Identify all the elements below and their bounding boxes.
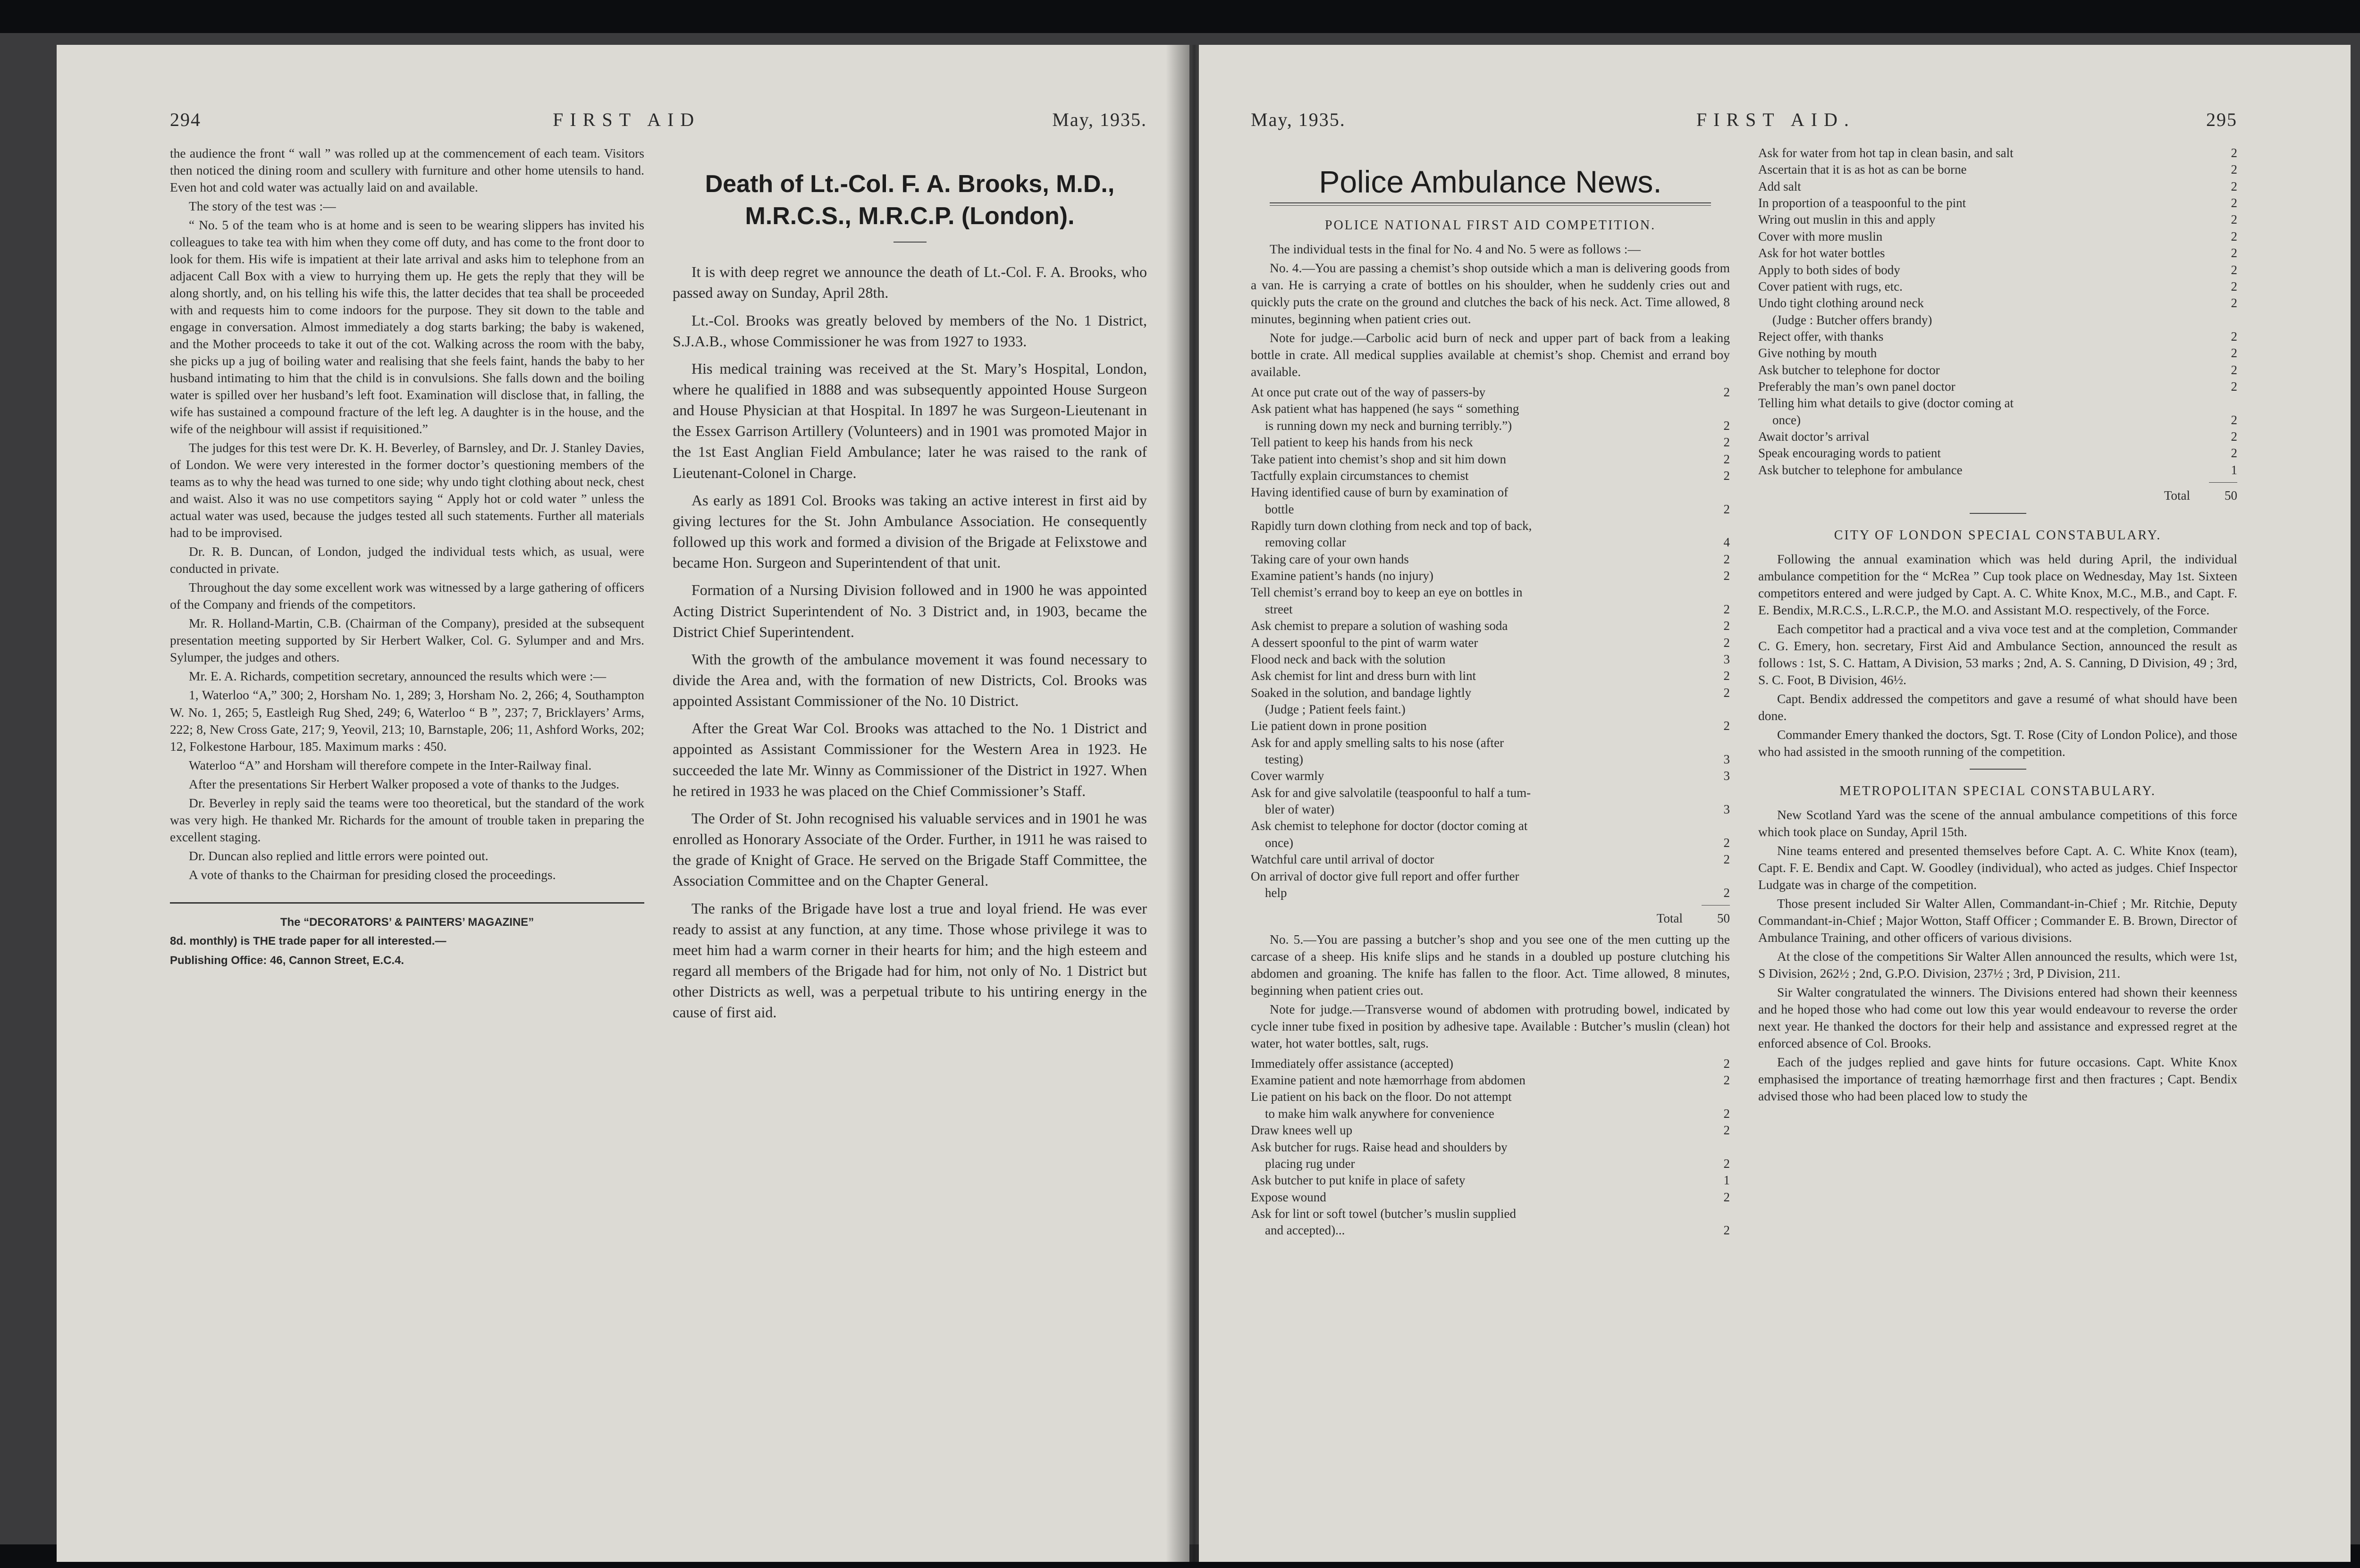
- marks-row: [1251, 718, 1730, 734]
- marks-item-text: is running down my neck and burning terribly.”): [1265, 418, 1512, 433]
- marks-row: [1251, 868, 1730, 885]
- ad-line: The “DECORATORS’ & PAINTERS’ MAGAZINE”: [280, 915, 534, 929]
- marks-item-text: Give nothing by mouth: [1758, 346, 1877, 361]
- marks-row: [1758, 462, 2237, 478]
- marks-item-text: Watchful care until arrival of doctor: [1251, 852, 1434, 867]
- subheading: CITY OF LONDON SPECIAL CONSTABULARY.: [1834, 528, 2162, 543]
- marks-row: [1251, 1089, 1730, 1105]
- paragraph: Formation of a Nursing Division followed and in 1900 he was appointed Acting District Superintendent of No. 3 District and, in 1903, became the District Chief Superintendent.: [673, 581, 1147, 640]
- marks-row: [1758, 428, 2237, 445]
- marks-item-text: In proportion of a teaspoonful to the pint: [1758, 196, 1966, 210]
- marks-item-text: Ask for and apply smelling salts to his nose (after: [1251, 735, 1504, 750]
- marks-item-value: 2: [1723, 852, 1730, 867]
- marks-row: [1251, 1056, 1730, 1072]
- marks-row: [1251, 1139, 1730, 1156]
- total-block: [1758, 482, 2237, 504]
- paragraph: Those present included Sir Walter Allen, Commandant-in-Chief ; Mr. Ritchie, Deputy Commandant-in-Chief ; Major Wotton, Staff Officer ; Commander E. B. Brown, Director of Ambulance Training, and other officers of various divisions.: [1758, 896, 2237, 945]
- marks-item-value: 2: [2231, 229, 2237, 243]
- marks-item-text: Ask chemist to prepare a solution of washing soda: [1251, 619, 1508, 633]
- marks-row: [1251, 384, 1730, 401]
- marks-item-text: Soaked in the solution, and bandage lightly: [1251, 685, 1472, 700]
- marks-item-value: 2: [1723, 1156, 1730, 1171]
- marks-item-text: Lie patient down in prone position: [1251, 719, 1427, 733]
- marks-item-value: 2: [1723, 452, 1730, 466]
- paragraph: Dr. Duncan also replied and little errors were pointed out.: [189, 848, 489, 863]
- marks-row: [1251, 785, 1730, 801]
- paragraph: Nine teams entered and presented themselves before Capt. A. C. White Knox (team), Capt. F. E. Bendix and Capt. W. Goodley (individual), who acted as judges. Chief Inspector Ludgate was in charge of the competition.: [1758, 843, 2237, 892]
- marks-row: [1251, 768, 1730, 784]
- marks-item-text: Speak encouraging words to patient: [1758, 446, 1941, 461]
- marks-item-value: 2: [1723, 685, 1730, 700]
- ad-line: 8d. monthly) is THE trade paper for all interested.—: [170, 935, 447, 948]
- marks-row: [1251, 501, 1730, 518]
- marks-list-test-4: [1251, 384, 1730, 901]
- marks-item-value: 2: [2231, 262, 2237, 277]
- marks-row: [1758, 312, 2237, 328]
- subheading: METROPOLITAN SPECIAL CONSTABULARY.: [1839, 783, 2156, 798]
- marks-row: [1758, 445, 2237, 461]
- marks-row: [1251, 584, 1730, 601]
- marks-item-value: 2: [2231, 346, 2237, 361]
- marks-item-value: 1: [1723, 1173, 1730, 1188]
- right-column-1: [1251, 145, 1730, 1243]
- total-value: 50: [2225, 488, 2237, 503]
- paragraph: Waterloo “A” and Horsham will therefore compete in the Inter-Railway final.: [189, 757, 592, 772]
- marks-item-value: 2: [1723, 669, 1730, 683]
- marks-item-value: 2: [1723, 1056, 1730, 1071]
- marks-item-value: 2: [2231, 279, 2237, 293]
- left-issue-date: May, 1935.: [1052, 109, 1147, 130]
- marks-item-value: 1: [2231, 462, 2237, 477]
- paragraph: Each competitor had a practical and a viva voce test and at the completion, Commander C. G. Emery, hon. secretary, First Aid and Ambulance Section, announced the result as follows : 1st, S. C. Hattam, A Division, 53 marks ; 2nd, A. S. Canning, D Division, 49 ; 3rd, S. C. Foot, B Division, 46½.: [1758, 621, 2237, 687]
- marks-item-text: once): [1772, 412, 1801, 427]
- marks-item-value: 2: [2231, 412, 2237, 427]
- marks-row: [1251, 451, 1730, 468]
- marks-item-value: 2: [2231, 246, 2237, 260]
- left-column-1: [170, 145, 644, 1030]
- marks-item-text: Tactfully explain circumstances to chemist: [1251, 468, 1469, 483]
- marks-item-text: Add salt: [1758, 179, 1801, 193]
- marks-item-text: Ask for hot water bottles: [1758, 246, 1885, 260]
- total-value: 50: [1717, 911, 1730, 926]
- marks-list-test-5: [1251, 1056, 1730, 1239]
- paragraph: Each of the judges replied and gave hints for future occasions. Capt. White Knox emphasised the importance of treating hæmorrhage first and then fractures ; Capt. Bendix advised those who had been placed low to study the: [1758, 1054, 2237, 1103]
- marks-item-text: Having identified cause of burn by examination of: [1251, 485, 1509, 500]
- marks-item-text: Preferably the man’s own panel doctor: [1758, 379, 1955, 394]
- marks-row: [1758, 178, 2237, 195]
- paragraph: Throughout the day some excellent work was witnessed by a large gathering of officers of the Company and friends of the competitors.: [170, 580, 644, 612]
- marks-row: [1758, 211, 2237, 228]
- marks-row: [1251, 818, 1730, 834]
- paragraph: Capt. Bendix addressed the competitors and gave a resumé of what should have been done.: [1758, 691, 2237, 723]
- left-running-head: [170, 109, 1147, 131]
- left-journal-title: FIRST AID: [553, 109, 701, 130]
- paragraph: The ranks of the Brigade have lost a true and loyal friend. He was ever ready to assist at any function, at any time. Those whose privilege it was to meet him had a warm corner in their hearts for him; and the high esteem and regard all members of the Brigade had for him, not only of No. 1 District but other Districts as well, was a perpetual tribute to his untiring energy in the cause of first aid.: [673, 899, 1147, 1021]
- marks-row: [1758, 145, 2237, 161]
- marks-item-text: Examine patient’s hands (no injury): [1251, 569, 1433, 583]
- marks-item-value: 2: [2231, 429, 2237, 444]
- ad-line: Publishing Office: 46, Cannon Street, E.C.4.: [170, 954, 405, 967]
- right-page-number: 295: [2206, 109, 2237, 130]
- marks-item-value: 3: [1723, 802, 1730, 817]
- marks-row: [1251, 685, 1730, 701]
- marks-item-value: 2: [1723, 602, 1730, 616]
- marks-item-value: 2: [1723, 385, 1730, 400]
- marks-row: [1758, 362, 2237, 378]
- scan-top-edge: [0, 0, 2360, 33]
- marks-item-text: (Judge : Butcher offers brandy): [1772, 312, 1932, 327]
- marks-row: [1251, 1206, 1730, 1222]
- marks-item-text: Take patient into chemist’s shop and sit him down: [1251, 452, 1507, 466]
- marks-item-value: 2: [1723, 719, 1730, 733]
- paragraph: The individual tests in the final for No. 4 and No. 5 were as follows :—: [1270, 242, 1641, 256]
- marks-item-text: On arrival of doctor give full report and offer further: [1251, 869, 1519, 883]
- marks-item-value: 2: [2231, 379, 2237, 394]
- marks-item-value: 2: [1723, 635, 1730, 650]
- marks-item-text: Taking care of your own hands: [1251, 552, 1409, 566]
- marks-item-value: 2: [2231, 329, 2237, 344]
- paragraph: After the Great War Col. Brooks was attached to the No. 1 District and appointed as Assistant Commissioner for the Western Area in 1923. He succeeded the late Mr. Winny as Commissioner of the District in 1927. When he retired in 1933 he was placed on the Chief Commissioner’s Staff.: [673, 720, 1147, 799]
- marks-item-value: 3: [1723, 752, 1730, 767]
- total-block: [1251, 905, 1730, 927]
- marks-row: [1251, 735, 1730, 751]
- divider: [893, 242, 927, 243]
- marks-item-text: Ask butcher to telephone for doctor: [1758, 362, 1940, 377]
- marks-item-text: (Judge ; Patient feels faint.): [1265, 702, 1406, 716]
- marks-item-text: and accepted)...: [1265, 1223, 1345, 1238]
- marks-row: [1251, 1072, 1730, 1089]
- paragraph: As early as 1891 Col. Brooks was taking an active interest in first aid by giving lectures for the St. John Ambulance Association. He consequently followed up this work and formed a division of the Brigade at Felixstowe and became Hon. Surgeon and Superintendent of that unit.: [673, 491, 1147, 571]
- divider: [1970, 513, 2026, 514]
- marks-item-value: 2: [1723, 835, 1730, 850]
- paragraph: The story of the test was :—: [189, 199, 336, 214]
- marks-item-text: Cover patient with rugs, etc.: [1758, 279, 1903, 293]
- paragraph: Commander Emery thanked the doctors, Sgt. T. Rose (City of London Police), and those who had assisted in the smooth running of the competition.: [1758, 727, 2237, 759]
- marks-item-text: A dessert spoonful to the pint of warm water: [1251, 635, 1478, 650]
- marks-row: [1251, 418, 1730, 434]
- paragraph: After the presentations Sir Herbert Walker proposed a vote of thanks to the Judges.: [189, 776, 620, 791]
- paragraph: 1, Waterloo “A,” 300; 2, Horsham No. 1, 289; 3, Horsham No. 2, 266; 4, Southampton W. No. 1, 265; 5, Eastleigh Rug Shed, 249; 6, Waterloo “ B ”, 237; 7, Bricklayers’ Arms, 222; 8, New Cross Gate, 217; 9, Yeovil, 213; 10, Barnstaple, 206; 11, Ashford Works, 202; 12, Folkestone Harbour, 185. Maximum marks : 450.: [170, 688, 644, 754]
- marks-item-value: 2: [1723, 885, 1730, 900]
- marks-item-text: Examine patient and note hæmorrhage from abdomen: [1251, 1073, 1526, 1088]
- marks-item-text: testing): [1265, 752, 1303, 767]
- paragraph: the audience the front “ wall ” was rolled up at the commencement of each team. Visitors then noticed the dining room and scullery with furniture and other home utensils to hand. Even hot and cold water was actually laid on and available.: [170, 146, 644, 195]
- marks-row: [1758, 412, 2237, 428]
- total-label: Total: [2164, 488, 2190, 503]
- marks-row: [1251, 434, 1730, 451]
- marks-item-value: 2: [2231, 162, 2237, 177]
- marks-item-text: Draw knees well up: [1251, 1123, 1353, 1138]
- marks-row: [1758, 245, 2237, 261]
- marks-row: [1251, 1156, 1730, 1172]
- paragraph: Note for judge.—Carbolic acid burn of neck and upper part of back from a leaking bottle in crate. All medical supplies available at chemist’s shop. Chemist and errand boy available.: [1251, 330, 1730, 379]
- paragraph: A vote of thanks to the Chairman for presiding closed the proceedings.: [189, 867, 556, 882]
- paragraph: Mr. E. A. Richards, competition secretary, announced the results which were :—: [189, 669, 607, 684]
- marks-row: [1251, 518, 1730, 534]
- marks-row: [1251, 468, 1730, 484]
- marks-item-text: Rapidly turn down clothing from neck and top of back,: [1251, 519, 1532, 533]
- marks-row: [1758, 262, 2237, 278]
- total-row: [1251, 910, 1730, 927]
- marks-row: [1251, 801, 1730, 818]
- marks-item-value: 2: [1723, 502, 1730, 516]
- marks-item-value: 2: [1723, 569, 1730, 583]
- marks-item-text: Ask patient what has happened (he says “ something: [1251, 402, 1519, 416]
- marks-item-value: 2: [2231, 296, 2237, 310]
- marks-item-text: Ascertain that it is as hot as can be borne: [1758, 162, 1967, 177]
- marks-row: [1758, 328, 2237, 345]
- divider: [1970, 769, 2026, 770]
- marks-row: [1251, 851, 1730, 868]
- right-column-2: [1758, 145, 2237, 1243]
- marks-row: [1758, 345, 2237, 361]
- paragraph: It is with deep regret we announce the death of Lt.-Col. F. A. Brooks, who passed away on Sunday, April 28th.: [673, 263, 1147, 302]
- paragraph: Note for judge.—Transverse wound of abdomen with protruding bowel, indicated by cycle inner tube fixed in position by adhesive tape. Available : Butcher’s muslin (clean) hot water, hot water bottles, salt, rugs.: [1251, 1001, 1730, 1050]
- marks-row: [1251, 551, 1730, 568]
- marks-item-text: Wring out muslin in this and apply: [1758, 212, 1936, 227]
- marks-row: [1758, 195, 2237, 211]
- paragraph: Dr. R. B. Duncan, of London, judged the individual tests which, as usual, were conducted in private.: [170, 544, 644, 576]
- marks-row: [1251, 601, 1730, 618]
- marks-row: [1251, 534, 1730, 551]
- marks-row: [1758, 378, 2237, 395]
- magazine-advertisement: [170, 902, 644, 971]
- marks-row: [1251, 1122, 1730, 1139]
- marks-item-text: Await doctor’s arrival: [1758, 429, 1870, 444]
- marks-row: [1251, 568, 1730, 584]
- marks-item-text: Tell patient to keep his hands from his neck: [1251, 435, 1473, 450]
- marks-row: [1758, 278, 2237, 295]
- marks-row: [1251, 651, 1730, 668]
- marks-item-value: 2: [1723, 1190, 1730, 1204]
- marks-item-value: 2: [2231, 362, 2237, 377]
- marks-item-value: 2: [1723, 468, 1730, 483]
- marks-item-text: help: [1265, 885, 1287, 900]
- marks-item-text: placing rug under: [1265, 1156, 1355, 1171]
- marks-item-text: Ask butcher to telephone for ambulance: [1758, 462, 1963, 477]
- paragraph: At the close of the competitions Sir Walter Allen announced the results, which were 1st, S Division, 262½ ; 2nd, G.P.O. Division, 237½ ; 3rd, P Division, 211.: [1758, 948, 2237, 981]
- marks-row: [1251, 668, 1730, 684]
- paragraph: New Scotland Yard was the scene of the annual ambulance competitions of this force which took place on Sunday, April 15th.: [1758, 807, 2237, 839]
- marks-item-value: 2: [1723, 1106, 1730, 1121]
- marks-item-text: bler of water): [1265, 802, 1334, 817]
- marks-list-test-5-continued: [1758, 145, 2237, 478]
- marks-row: [1758, 228, 2237, 245]
- marks-item-text: Reject offer, with thanks: [1758, 329, 1884, 344]
- marks-item-text: Ask chemist for lint and dress burn with lint: [1251, 669, 1476, 683]
- marks-row: [1251, 1189, 1730, 1206]
- marks-item-text: Ask butcher for rugs. Raise head and shoulders by: [1251, 1140, 1508, 1154]
- marks-item-value: 4: [1723, 535, 1730, 550]
- marks-item-value: 2: [1723, 435, 1730, 450]
- marks-item-text: Ask chemist to telephone for doctor (doctor coming at: [1251, 819, 1528, 833]
- section-title: Police Ambulance News.: [1319, 164, 1662, 199]
- marks-row: [1251, 618, 1730, 634]
- marks-item-text: Ask for and give salvolatile (teaspoonful to half a tum-: [1251, 785, 1531, 800]
- divider: [1702, 905, 1730, 906]
- marks-item-value: 2: [2231, 446, 2237, 461]
- marks-row: [1251, 1106, 1730, 1122]
- marks-item-text: Telling him what details to give (doctor coming at: [1758, 396, 2014, 411]
- left-page: [57, 45, 1189, 1562]
- paragraph: Sir Walter congratulated the winners. The Divisions entered had shown their keenness and he hoped those who had come out low this year would endeavour to reverse the order next year. He thanked the doctors for their help and assistance and expressed regret at the enforced absence of Col. Brooks.: [1758, 984, 2237, 1050]
- marks-row: [1758, 161, 2237, 178]
- marks-row: [1251, 885, 1730, 901]
- divider: [2209, 482, 2237, 483]
- marks-row: [1251, 1222, 1730, 1239]
- marks-item-text: Expose wound: [1251, 1190, 1326, 1204]
- marks-item-text: to make him walk anywhere for convenience: [1265, 1106, 1494, 1121]
- marks-row: [1251, 701, 1730, 718]
- paragraph: Dr. Beverley in reply said the teams were too theoretical, but the standard of the work was very high. He thanked Mr. Richards for the amount of trouble taken in preparing the excellent staging.: [170, 795, 644, 844]
- paragraph: “ No. 5 of the team who is at home and is seen to be wearing slippers has invited his colleagues to take tea with him when they come off duty, and has come to the front door to look for them. His wife is impatient at their late arrival and asks him to telephone from an adjacent Call Box with a view to hurrying them up. He gets the reply that they will be along shortly, and, on his telling his wife this, the latter decides that tea shall be proceeded with and requests him to come indoors for the purpose. They sit down to the table and engage in conversation. Almost immediately a dog starts barking; the baby is wakened, and the Mother proceeds to take it out of the cot. Walking across the room with the baby, she picks up a jug of boiling water and realising that she feels faint, hands the baby to her husband intimating to him that the child is in convulsions. She falls down and the boiling water is spilled over her husband’s left foot. Examination will disclose that, in falling, the wife has sustained a compound fracture of the left leg. A daughter is in the house, and the wife of the neighbour will assist if requisitioned.”: [170, 218, 644, 436]
- paragraph: No. 5.—You are passing a butcher’s shop and you see one of the men cutting up the carcase of a sheep. His knife slips and he stands in a doubled up posture clutching his abdomen and groaning. The knife has fallen to the floor. Act. Time allowed, 8 minutes, beginning when patient cries out.: [1251, 931, 1730, 998]
- paragraph: With the growth of the ambulance movement it was found necessary to divide the Area and, with the formation of new Districts, Col. Brooks was appointed Assistant Commissioner of the No. 10 District.: [673, 650, 1147, 710]
- paragraph: His medical training was received at the St. Mary’s Hospital, London, where he qualified in 1888 and was subsequently appointed House Surgeon and House Physician at that Hospital. In 1897 he was Surgeon-Lieutenant in the Essex Garrison Artillery (Volunteers) and in 1901 was promoted Major in the 1st East Anglian Field Ambulance; later he was raised to the rank of Lieutenant-Colonel in Charge.: [673, 360, 1147, 481]
- marks-item-text: At once put crate out of the way of passers-by: [1251, 385, 1486, 400]
- marks-item-value: 2: [2231, 212, 2237, 227]
- marks-item-text: Immediately offer assistance (accepted): [1251, 1056, 1454, 1071]
- right-issue-date: May, 1935.: [1251, 109, 1346, 130]
- right-page: [1199, 45, 2351, 1562]
- paragraph: The judges for this test were Dr. K. H. Beverley, of Barnsley, and Dr. J. Stanley Davies, of London. We were very interested in the former doctor’s questioning members of the teams as to why the head was turned to one side; why undo tight clothing about neck, chest and waist. Also it was no use competitors saying “ Apply hot or cold water ” unless the actual water was used, because the judges tested all such statements. Further all materials had to be improvised.: [170, 440, 644, 540]
- paragraph: Lt.-Col. Brooks was greatly beloved by members of the No. 1 District, S.J.A.B., whose Commissioner he was from 1927 to 1933.: [673, 311, 1147, 350]
- marks-item-text: Apply to both sides of body: [1758, 262, 1900, 277]
- marks-item-text: removing collar: [1265, 535, 1346, 550]
- marks-item-text: bottle: [1265, 502, 1294, 516]
- paragraph: Following the annual examination which was held during April, the individual ambulance competition for the “ McRea ” Cup took place on Wednesday, May 1st. Sixteen competitors entered and were judged by Capt. A. C. White Knox, M.C., M.B., and Capt. F. E. Bendix, M.R.C.S., L.R.C.P., the M.O. and Assistant M.O. respectively, of the Force.: [1758, 551, 2237, 617]
- marks-item-value: 2: [1723, 418, 1730, 433]
- right-journal-title: FIRST AID.: [1696, 109, 1855, 130]
- marks-item-text: Ask butcher to put knife in place of safety: [1251, 1173, 1466, 1188]
- marks-row: [1758, 395, 2237, 411]
- marks-row: [1251, 635, 1730, 651]
- right-running-head: [1251, 109, 2237, 131]
- total-row: [1758, 487, 2237, 504]
- marks-item-value: 2: [1723, 619, 1730, 633]
- left-column-2: [673, 145, 1147, 1030]
- marks-row: [1251, 401, 1730, 417]
- marks-item-text: Cover warmly: [1251, 769, 1324, 783]
- marks-item-value: 2: [1723, 1073, 1730, 1088]
- marks-item-value: 2: [2231, 146, 2237, 160]
- marks-row: [1251, 484, 1730, 501]
- marks-item-value: 2: [1723, 1123, 1730, 1138]
- marks-item-text: Undo tight clothing around neck: [1758, 296, 1924, 310]
- marks-item-value: 2: [1723, 552, 1730, 566]
- marks-item-text: once): [1265, 835, 1293, 850]
- marks-item-text: Flood neck and back with the solution: [1251, 652, 1446, 666]
- marks-item-value: 2: [1723, 1223, 1730, 1238]
- marks-item-text: Tell chemist’s errand boy to keep an eye on bottles in: [1251, 585, 1523, 600]
- divider: [1270, 202, 1711, 206]
- marks-item-value: 3: [1723, 652, 1730, 666]
- paragraph: The Order of St. John recognised his valuable services and in 1901 he was enrolled as Honorary Associate of the Order. Further, in 1911 he was raised to the grade of Knight of Grace. He served on the Brigade Staff Committee, the Association Committee and on the Chapter General.: [673, 809, 1147, 889]
- marks-row: [1251, 751, 1730, 768]
- marks-row: [1251, 835, 1730, 851]
- marks-item-text: Ask for lint or soft towel (butcher’s muslin supplied: [1251, 1206, 1516, 1221]
- marks-item-text: Cover with more muslin: [1758, 229, 1883, 243]
- marks-item-value: 2: [2231, 196, 2237, 210]
- marks-item-text: Lie patient on his back on the floor. Do not attempt: [1251, 1090, 1512, 1104]
- marks-item-text: Ask for water from hot tap in clean basin, and salt: [1758, 146, 2014, 160]
- marks-item-value: 3: [1723, 769, 1730, 783]
- paragraph: Mr. R. Holland-Martin, C.B. (Chairman of the Company), presided at the subsequent presentation meeting supported by Sir Herbert Walker, Col. G. Sylumper and and Mrs. Sylumper, the judges and others.: [170, 616, 644, 665]
- total-label: Total: [1656, 911, 1683, 926]
- marks-item-value: 2: [2231, 179, 2237, 193]
- marks-row: [1251, 1172, 1730, 1189]
- left-page-number: 294: [170, 109, 201, 130]
- marks-item-text: street: [1265, 602, 1293, 616]
- marks-row: [1758, 295, 2237, 311]
- obituary-headline: Death of Lt.-Col. F. A. Brooks, M.D., M.R.C.S., M.R.C.P. (London).: [705, 170, 1115, 230]
- paragraph: No. 4.—You are passing a chemist’s shop outside which a man is delivering goods from a van. He is carrying a crate of bottles on his shoulder, when he suddenly cries out and quickly puts the crate on the ground and clutches the back of his neck. Act. Time allowed, 8 minutes, beginning when patient cries out.: [1251, 260, 1730, 327]
- subheading: POLICE NATIONAL FIRST AID COMPETITION.: [1324, 218, 1656, 233]
